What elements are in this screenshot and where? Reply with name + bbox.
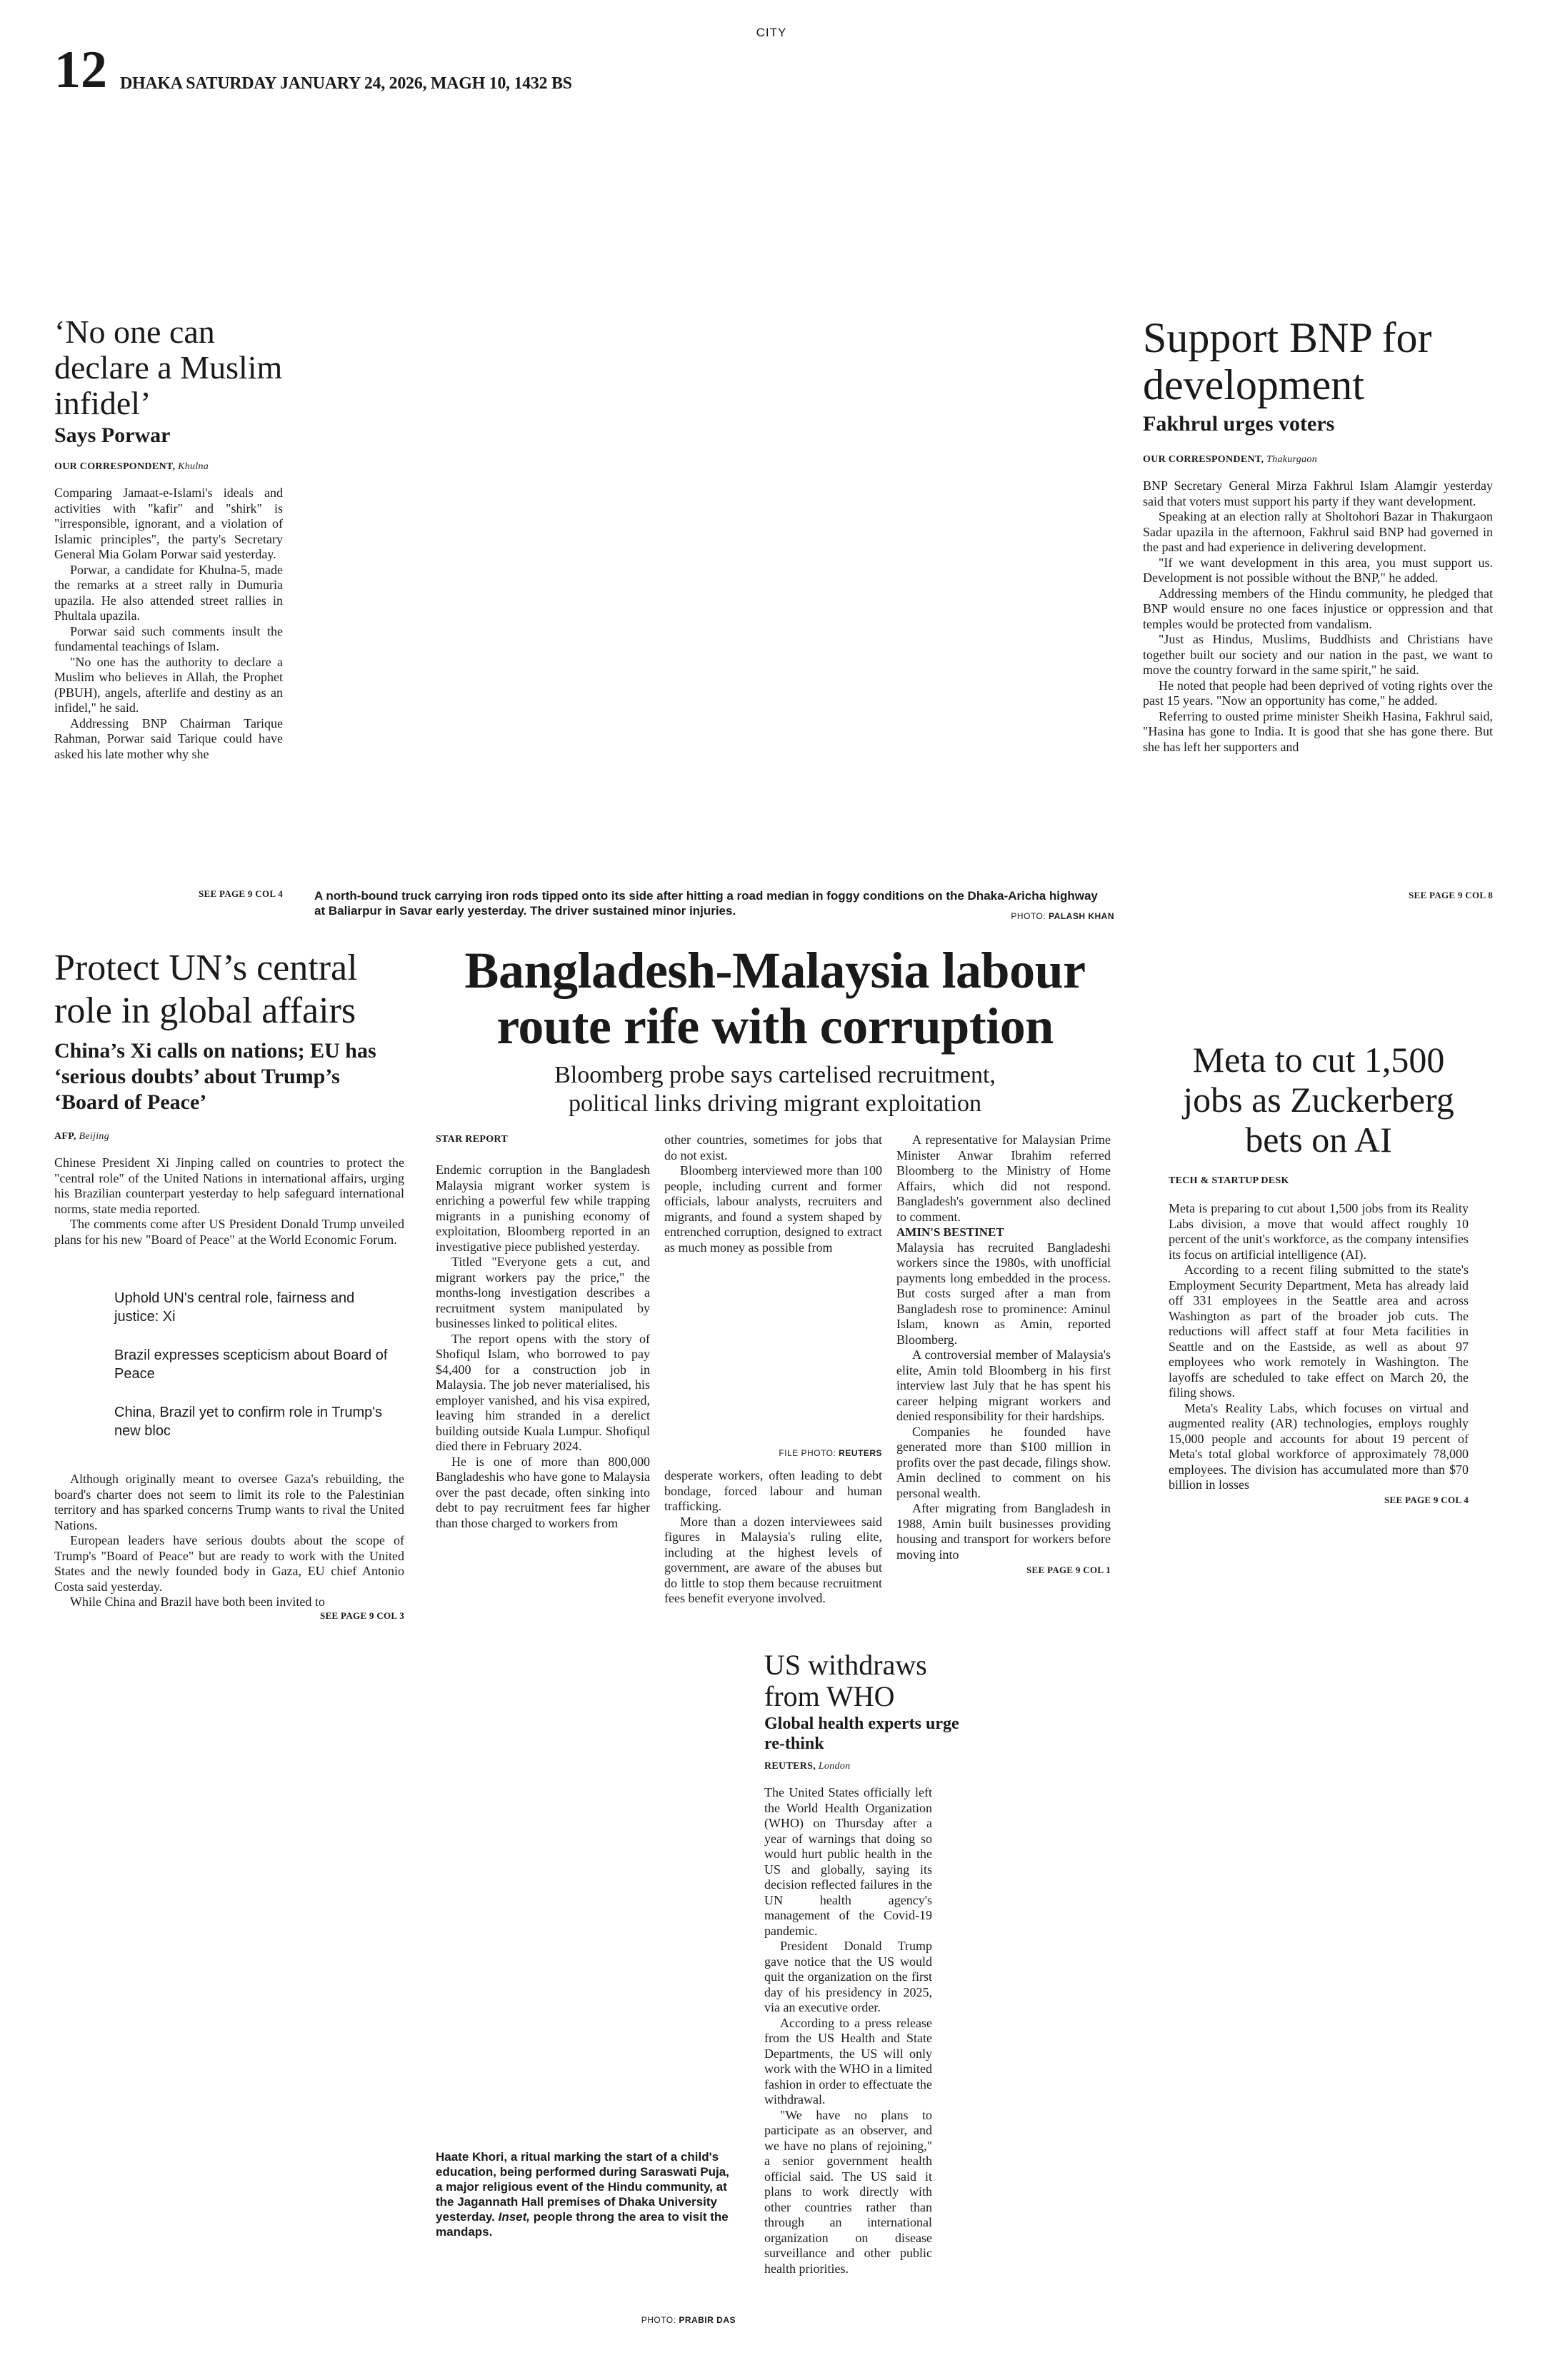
byline	[54, 1131, 404, 1143]
deck: Says Porwar	[54, 423, 171, 447]
section-label: CITY	[756, 26, 787, 39]
porwar-story	[54, 314, 283, 900]
highlights-box	[114, 1289, 400, 1440]
byline-agency: OUR CORRESPONDENT,	[1143, 454, 1264, 465]
paragraph: The comments come after US President Donald Trump unveiled plans for his new "Board of Peace" at the World Economic Forum.	[54, 1217, 404, 1247]
paragraph: Addressing BNP Chairman Tarique Rahman, Porwar said Tarique could have asked his late mother why she	[54, 715, 283, 761]
subhead: AMIN'S BESTINET	[896, 1225, 1004, 1239]
paragraph: Referring to ousted prime minister Sheikh Hasina, Fakhrul said, "Hasina has gone to India. It is good that she has gone there. But she has left her supporters and	[1143, 708, 1493, 754]
caption-inset-text: people throng the area to visit the mandaps.	[436, 2210, 729, 2239]
un-story	[54, 947, 404, 1622]
byline	[764, 1761, 979, 1772]
labour-photo	[664, 1271, 882, 1442]
paragraph: According to a press release from the US Health and State Departments, the US will only work with the WHO in a limited fashion in order to effectuate the withdrawal.	[764, 2015, 932, 2107]
paragraph: desperate workers, often leading to debt bondage, forced labour and human trafficking.	[664, 1468, 882, 1513]
paragraph: The United States officially left the World Health Organization (WHO) on Thursday after a year of warnings that doing so would hurt public health in the US and globally, saying its decision reflected failures in the UN health agency's management of the Covid-19 pandemic.	[764, 1785, 932, 1938]
paragraph: "No one has the authority to declare a Muslim who believes in Allah, the Prophet (PBUH), angels, afterlife and destiny as an infidel," he said.	[54, 654, 283, 715]
jump-line: SEE PAGE 9 COL 4	[199, 888, 283, 899]
paragraph: "We have no plans to participate as an observer, and we have no plans of rejoining," a senior government health official said. The US said it plans to work directly with other countries rather than through an international organization on disease surveillance and other public health priorities.	[764, 2107, 932, 2276]
article-body	[1143, 478, 1493, 887]
puja-photo-credit	[557, 2315, 736, 2325]
paragraph: Malaysia has recruited Bangladeshi workers since the 1980s, with unofficial payments long embedded in the process. But costs surged after a man from Bangladesh rose to prominence: Aminul Islam, known as Amin, reported Bloomberg.	[896, 1240, 1111, 1347]
paragraph: Porwar said such comments insult the fundamental teachings of Islam.	[54, 623, 283, 653]
dateline: DHAKA SATURDAY JANUARY 24, 2026, MAGH 10, 1432 BS	[120, 74, 572, 93]
paragraph: Speaking at an election rally at Sholtohori Bazar in Thakurgaon Sadar upazila in the afternoon, Fakhrul said BNP had governed in the past and had experience in delivering development.	[1143, 509, 1493, 554]
labour-photo-credit	[664, 1448, 882, 1458]
byline-location: London	[818, 1761, 851, 1772]
page-number: 12	[54, 41, 107, 99]
credit-name: PRABIR DAS	[679, 2315, 736, 2325]
byline-location: Beijing	[79, 1131, 109, 1142]
paragraph: Chinese President Xi Jinping called on countries to protect the "central role" of the United Nations in international affairs, urging his Brazilian counterpart yesterday to help safeguard international norms, state media reported.	[54, 1155, 404, 1216]
labour-col-2-top	[664, 1133, 882, 1255]
deck: Global health experts urge re-think	[764, 1714, 959, 1753]
byline-agency: REUTERS,	[764, 1761, 816, 1772]
article-body	[54, 486, 283, 885]
paragraph: BNP Secretary General Mirza Fakhrul Islam Alamgir yesterday said that voters must support his party if they want development.	[1143, 478, 1493, 508]
byline	[1143, 454, 1493, 466]
labour-col-1	[436, 1163, 650, 1531]
credit-name: PALASH KHAN	[1049, 911, 1114, 921]
deck: China’s Xi calls on nations; EU has ‘serious doubts’ about Trump’s ‘Board of Peace’	[54, 1039, 376, 1114]
paragraph: Porwar, a candidate for Khulna-5, made the remarks at a street rally in Dumuria upazila. He also attended street rallies in Phultala upazila.	[54, 562, 283, 623]
puja-photo	[54, 1654, 740, 2139]
truck-photo-caption: A north-bound truck carrying iron rods tipped onto its side after hitting a road median in foggy conditions on the Dhaka-Aricha highway at Baliarpur in Savar early yesterday. The driver sustained minor injuries.	[314, 889, 1098, 918]
jump-line: SEE PAGE 9 COL 3	[320, 1610, 404, 1621]
highlight-item: Uphold UN's central role, fairness and justice: Xi	[114, 1290, 355, 1325]
headline: Meta to cut 1,500 jobs as Zuckerberg bets on AI	[1183, 1040, 1454, 1160]
labour-col-2-bottom	[664, 1468, 882, 1607]
paragraph: Bloomberg interviewed more than 100 people, including current and former officials, labour analysts, recruiters and migrants, and found a system shaped by entrenched corruption, designed to extract as much money as possible from	[664, 1163, 882, 1255]
highlight-item: China, Brazil yet to confirm role in Trump's new bloc	[114, 1405, 383, 1439]
truck-photo	[314, 314, 1114, 885]
labour-col-3	[896, 1133, 1111, 1578]
meta-story	[1169, 1040, 1469, 1506]
article-body-continued	[54, 1472, 404, 1610]
puja-photo-caption	[436, 2149, 736, 2239]
labour-story	[436, 943, 1114, 1118]
paragraph: The report opens with the story of Shofiqul Islam, who borrowed to pay $4,400 for a construction job in Malaysia. The job never materialised, his employer vanished, and his visa expired, leaving him stranded in a derelict building outside Kuala Lumpur. Shofiqul died there in February 2024.	[436, 1331, 650, 1453]
article-body	[54, 1155, 404, 1247]
bnp-story	[1143, 314, 1493, 901]
paragraph: Meta's Reality Labs, which focuses on virtual and augmented reality (AR) technologies, employs roughly 15,000 people and accounts for about 19 percent of Meta's total global workforce of approximately 78,000 employees. The division has accumulated more than $70 billion in losses	[1169, 1400, 1469, 1492]
credit-name: REUTERS	[839, 1448, 882, 1458]
byline-agency: AFP,	[54, 1131, 76, 1142]
paragraph: He is one of more than 800,000 Bangladeshis who have gone to Malaysia over the past decade, often sinking into debt to pay recruitment fees far higher than those charged to workers from	[436, 1454, 650, 1530]
paragraph: After migrating from Bangladesh in 1988, Amin built businesses providing housing and transport for workers before moving into	[896, 1501, 1111, 1562]
paragraph: "If we want development in this area, you must support us. Development is not possible without the BNP," he added.	[1143, 555, 1493, 585]
headline: Protect UN’s central role in global affairs	[54, 948, 358, 1031]
paragraph: According to a recent filing submitted to the state's Employment Security Department, Meta has already laid off 331 employees in the Seattle area and across Washington as part of the broader job cuts. The reductions will affect staff at four Meta facilities in Seattle and on the Eastside, as well as about 97 employees who work remotely in Washington. The layoffs are scheduled to take effect on March 20, the filing shows.	[1169, 1262, 1469, 1400]
paragraph: Addressing members of the Hindu community, he pledged that BNP would ensure no one faces injustice or oppression and that temples would be protected from vandalism.	[1143, 586, 1493, 631]
deck: Fakhrul urges voters	[1143, 412, 1335, 436]
jump-line: SEE PAGE 9 COL 1	[1026, 1565, 1111, 1575]
paragraph: While China and Brazil have both been invited to	[70, 1595, 325, 1609]
caption-inset-label: Inset,	[498, 2210, 530, 2224]
article-body	[764, 1785, 932, 2276]
byline	[54, 461, 283, 473]
paragraph: Titled "Everyone gets a cut, and migrant workers pay the price," the months-long investigation describes a recruitment system manipulated by businesses linked to political elites.	[436, 1255, 650, 1330]
who-story	[764, 1650, 979, 2276]
article-body	[1169, 1201, 1469, 1493]
byline-location: Thakurgaon	[1266, 454, 1318, 465]
headline: Support BNP for development	[1143, 314, 1432, 408]
headline: US withdraws from WHO	[764, 1649, 927, 1712]
paragraph: Meta is preparing to cut about 1,500 jobs from its Reality Labs division, a move that would affect roughly 10 percent of the unit's workforce, as the company intensifies its focus on artificial intelligence (AI).	[1169, 1201, 1469, 1262]
paragraph: A controversial member of Malaysia's elite, Amin told Bloomberg in his first interview last July that he has spent his career helping migrant workers and denied responsibility for their hardships.	[896, 1347, 1111, 1423]
headline: ‘No one can declare a Muslim infidel’	[54, 313, 283, 421]
byline-agency: OUR CORRESPONDENT,	[54, 461, 176, 472]
highlight-item: Brazil expresses scepticism about Board of Peace	[114, 1347, 388, 1382]
labour-byline: STAR REPORT	[436, 1134, 508, 1145]
paragraph: More than a dozen interviewees said figures in Malaysia's ruling elite, including at the highest levels of government, are aware of the abuses but do little to stop them because recruitment fees benefit everyone involved.	[664, 1514, 882, 1605]
paragraph: Endemic corruption in the Bangladesh Malaysia migrant worker system is enriching a powerful few while trapping migrants in a punishing economy of exploitation, Bloomberg reported in an investigative piece published yesterday.	[436, 1163, 650, 1254]
paragraph: He noted that people had been deprived of voting rights over the past 15 years. "Now an opportunity has come," he added.	[1143, 678, 1493, 708]
credit-label: FILE PHOTO:	[779, 1448, 836, 1458]
credit-label: PHOTO:	[641, 2315, 676, 2325]
paragraph: Comparing Jamaat-e-Islami's ideals and activities with "kafir" and "shirk" is "irresponsible, ignorant, and a violation of Islamic principles", the party's Secretary General Mia Golam Porwar said yesterday.	[54, 486, 283, 561]
paragraph: Companies he founded have generated more than $100 million in profits over the past decade, filings show. Amin declined to comment on his personal wealth.	[896, 1424, 1111, 1500]
deck: Bloomberg probe says cartelised recruitment, political links driving migrant exploitation	[554, 1062, 996, 1117]
paragraph: President Donald Trump gave notice that the US would quit the organization on the first day of his presidency in 2025, via an executive order.	[764, 1939, 932, 2014]
jump-line: SEE PAGE 9 COL 8	[1409, 890, 1493, 900]
paragraph: "Just as Hindus, Muslims, Buddhists and Christians have together built our society and our nation in the past, we want to move the country forward in the same spirit," he said.	[1143, 632, 1493, 677]
paragraph: Although originally meant to oversee Gaza's rebuilding, the board's charter does not seem to limit its role to the Palestinian territory and has sparked concerns Trump wants to rival the United Nations.	[54, 1472, 404, 1532]
credit-label: PHOTO:	[1011, 911, 1046, 921]
paragraph: European leaders have serious doubts about the scope of Trump's "Board of Peace" but are ready to work with the United States and the newly founded body in Gaza, EU chief Antonio Costa said yesterday.	[54, 1533, 404, 1594]
paragraph: A representative for Malaysian Prime Minister Anwar Ibrahim referred Bloomberg to the Ministry of Home Affairs, which did not respond. Bangladesh's government also declined to comment.	[896, 1133, 1111, 1224]
byline: TECH & STARTUP DESK	[1169, 1175, 1289, 1186]
jump-line: SEE PAGE 9 COL 4	[1384, 1494, 1469, 1505]
paragraph: other countries, sometimes for jobs that do not exist.	[664, 1133, 882, 1163]
headline: Bangladesh-Malaysia labour route rife with corruption	[464, 942, 1086, 1055]
caption-text: Haate Khori, a ritual marking the start of a child's education, being performed during Saraswati Puja, a major religious event of the Hindu community, at the Jagannath Hall premises of Dhaka University yesterday.	[436, 2150, 729, 2224]
truck-photo-credit	[921, 911, 1114, 921]
byline-location: Khulna	[178, 461, 209, 472]
